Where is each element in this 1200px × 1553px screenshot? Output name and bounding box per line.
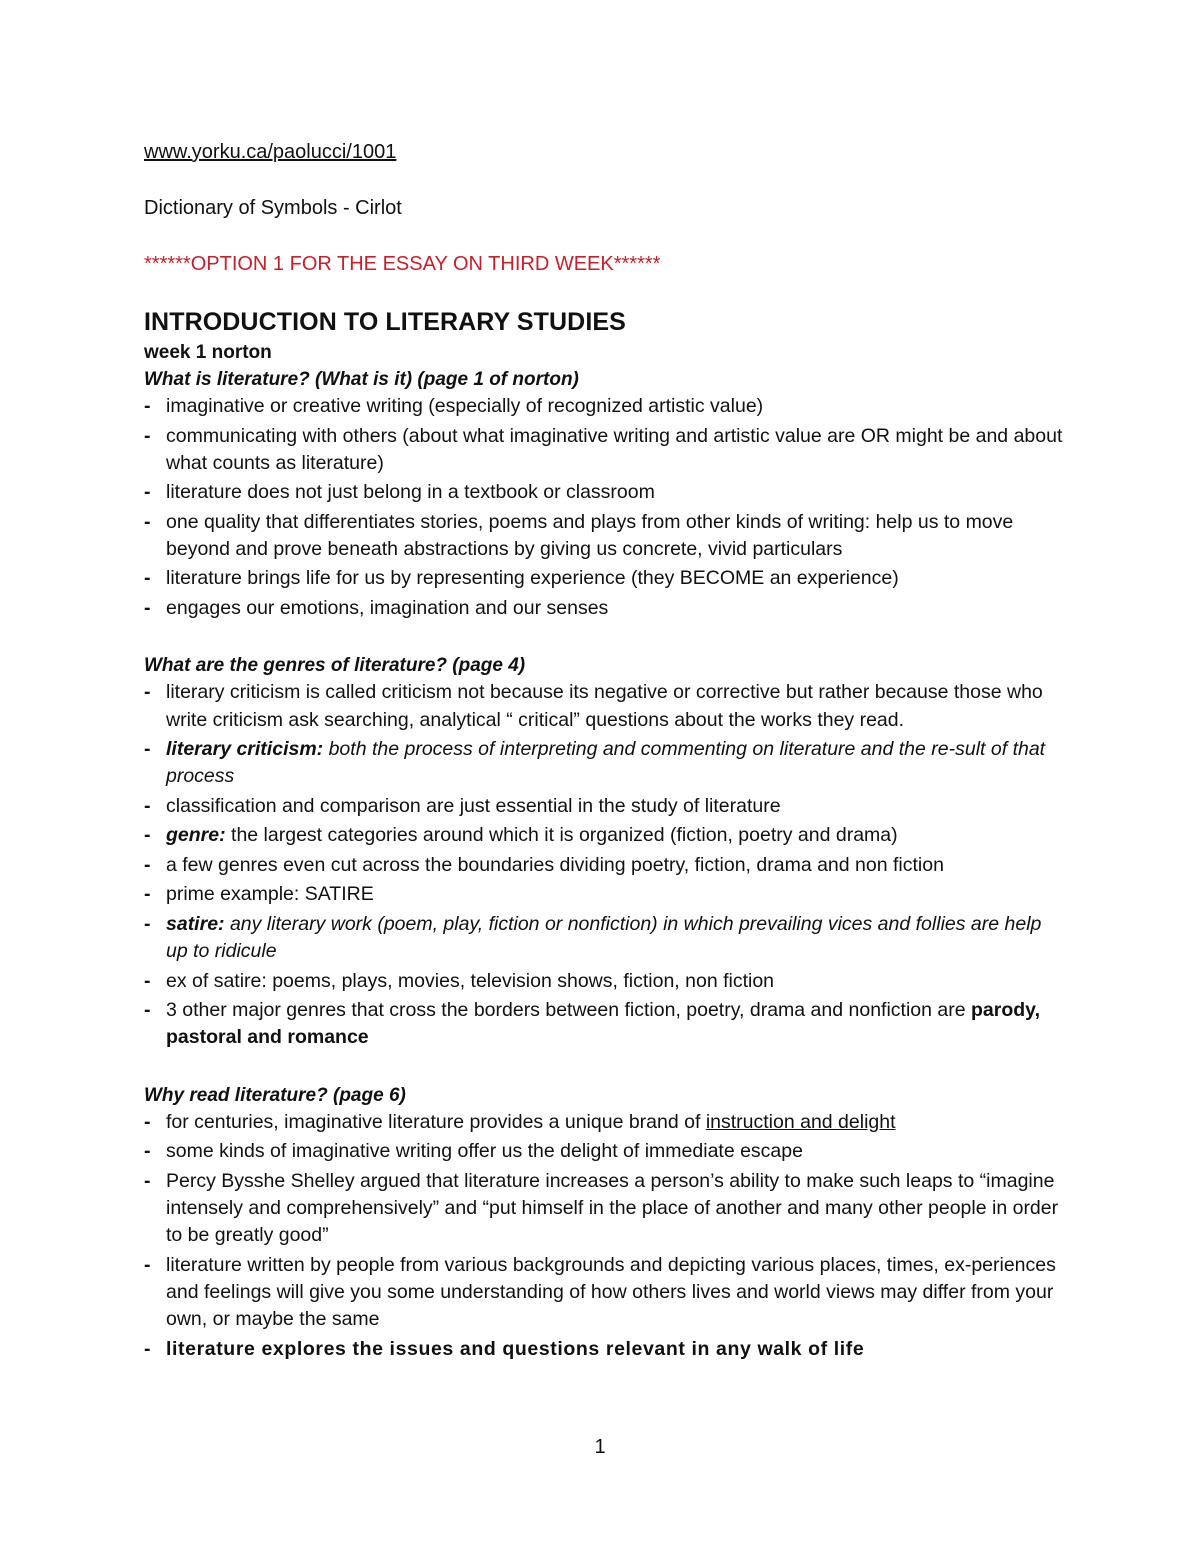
list-item: - Percy Bysshe Shelley argued that literature increases a person’s ability to make such leaps to “imagine intensely and comprehensively” and “put himself in the place of another and many other people in order to be greatly good” bbox=[144, 1168, 1064, 1250]
definition-text: any literary work (poem, play, fiction or nonfiction) in which prevailing vices and follies are help up to ridicule bbox=[166, 912, 1042, 963]
week-heading: week 1 norton bbox=[144, 342, 272, 363]
section-question: Why read literature? (page 6) bbox=[144, 1084, 406, 1106]
section-question: What is literature? (What is it) (page 1 of norton) bbox=[144, 369, 579, 390]
list-item-text: for centuries, imaginative literature provides a unique brand of bbox=[166, 1110, 706, 1133]
list-item: - classification and comparison are just essential in the study of literature bbox=[144, 793, 1064, 820]
document-page bbox=[144, 138, 1064, 1365]
section-question: What are the genres of literature? (page 4) bbox=[144, 655, 526, 677]
list-item: - literature does not just belong in a textbook or classroom bbox=[144, 479, 1064, 506]
list-item: - one quality that differentiates stories, poems and plays from other kinds of writing: help us to move beyond and prove beneath abstractions by giving us concrete, vivid particulars bbox=[144, 509, 1064, 563]
bullet-list bbox=[144, 393, 1064, 622]
bullet-list bbox=[144, 679, 1064, 1051]
list-item: - a few genres even cut across the boundaries dividing poetry, fiction, drama and non fiction bbox=[144, 852, 1064, 879]
definition-text: both the process of interpreting and commenting on literature and the re-sult of that process bbox=[166, 738, 1046, 788]
list-item: - literary criticism is called criticism not because its negative or corrective but rather because those who write criticism ask searching, analytical “ critical” questions about the works they read. bbox=[144, 679, 1064, 733]
section-what-is-literature bbox=[144, 366, 1064, 622]
list-item: - engages our emotions, imagination and our senses bbox=[144, 595, 1064, 622]
definition-text: the largest categories around which it is organized (fiction, poetry and drama) bbox=[225, 824, 898, 847]
list-item: - ex of satire: poems, plays, movies, television shows, fiction, non fiction bbox=[144, 968, 1064, 995]
list-item-emphasis: - literature explores the issues and questions relevant in any walk of life bbox=[144, 1336, 1064, 1363]
list-item: - imaginative or creative writing (especially of recognized artistic value) bbox=[144, 393, 1064, 420]
list-item bbox=[144, 1109, 1064, 1136]
list-item: - prime example: SATIRE bbox=[144, 881, 1064, 908]
underlined-phrase: instruction and delight bbox=[705, 1110, 896, 1133]
definition-term: satire: bbox=[166, 912, 225, 935]
list-item: - literature written by people from various backgrounds and depicting various places, times, ex-periences and feelings will give you some understanding of how others lives and world views may differ from your own, or maybe the same bbox=[144, 1252, 1064, 1334]
definition-term: genre: bbox=[166, 824, 226, 847]
list-item: - communicating with others (about what imaginative writing and artistic value are OR might be and about what counts as literature) bbox=[144, 423, 1064, 477]
reference-line: Dictionary of Symbols - Cirlot bbox=[144, 197, 402, 219]
page-number: 1 bbox=[594, 1436, 606, 1458]
document-title: INTRODUCTION TO LITERARY STUDIES bbox=[144, 308, 626, 336]
list-item bbox=[144, 997, 1064, 1051]
list-item-definition bbox=[144, 911, 1064, 965]
genre-names: parody, pastoral and romance bbox=[166, 999, 1040, 1049]
list-item-definition bbox=[144, 822, 1064, 849]
essay-notice: ******OPTION 1 FOR THE ESSAY ON THIRD WEEK****** bbox=[144, 253, 661, 275]
definition-term: literary criticism: bbox=[166, 738, 324, 761]
section-why-read-literature bbox=[144, 1082, 1064, 1363]
list-item: - some kinds of imaginative writing offer us the delight of immediate escape bbox=[144, 1138, 1064, 1165]
list-item-definition bbox=[144, 736, 1064, 790]
course-url-link[interactable]: www.yorku.ca/paolucci/1001 bbox=[144, 141, 397, 163]
bullet-list bbox=[144, 1109, 1064, 1363]
list-item: - literature brings life for us by representing experience (they BECOME an experience) bbox=[144, 565, 1064, 592]
list-item-text: 3 other major genres that cross the borders between fiction, poetry, drama and nonfiction are bbox=[166, 999, 971, 1022]
section-genres-of-literature bbox=[144, 652, 1064, 1051]
